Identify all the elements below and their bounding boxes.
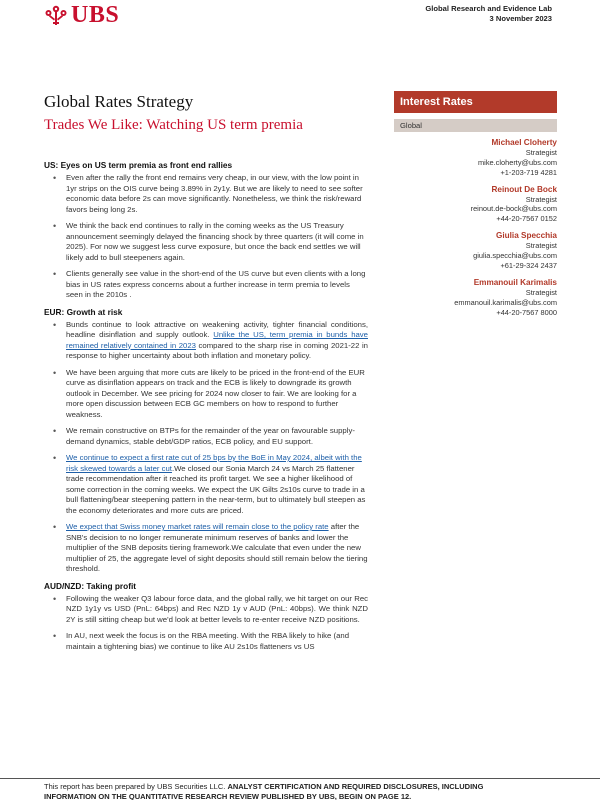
bullet-text-tail: .We closed our Sonia March 24 vs March 25 flattener trade recommendation after it reached its profit target. We see a higher likelihood of some correction in the coming weeks. We expect the UK Gilts 2s10s curve to trade in a bull flattening/bear steepening pattern in the near-term, but to ultimately bull steepen as the economy deteriorates and more cuts are priced. [66,463,366,515]
disclosure-footer [0,778,600,800]
bullet-text-tail: compared to the sharp rise in coming 2021-22 in response to higher uncertainty about both inflation and monetary policy. [66,340,368,360]
author-card [394,138,557,178]
bullet-item: • We remain constructive on BTPs for the remainder of the year on favourable supply-demand dynamics, stable debt/GDP ratios, ECB policy, and EU support. [44,426,368,447]
section-heading-eur: EUR: Growth at risk [44,306,123,317]
author-role: Strategist [525,147,557,157]
bullet-list-eur [44,320,368,575]
report-subtitle: Trades We Like: Watching US term premia [44,117,303,133]
bullet-item [44,522,368,575]
author-phone: +44-20-7567 8000 [496,307,557,317]
author-phone: +61-29-324 2437 [500,260,557,270]
author-role: Strategist [525,241,557,251]
report-date: 3 November 2023 [489,14,552,23]
author-phone: +1-203-719 4281 [500,167,557,177]
term-premia-link[interactable]: Unlike the US, term premia in bunds have remained relatively contained in 2023 [66,330,368,350]
ubs-keys-icon [44,5,68,27]
footer-prefix: This report has been prepared by UBS Securities LLC. [44,782,228,791]
bullet-item [44,453,368,516]
author-list [394,138,557,318]
footer-certification: ANALYST CERTIFICATION AND REQUIRED DISCLOSURES, INCLUDING [227,782,484,791]
bullet-item: • Even after the rally the front end remains very cheap, in our view, with the low point in 1yr strips on the OIS curve being 3.89% in 2y1y. But we are likely to need to see softer economic data before 2s can move significantly. Nonetheless, we think the risk/reward favors being long 2s. [44,173,368,215]
main-content [44,160,368,658]
bullet-text-tail: after the SNB's decision to no longer remunerate minimum reserves of banks and lower the multiplier of the SNB deposits tiering framework.We calculate that even under the new multiplier of 25, the aggregate level of sight deposits should still remain below the tiering threshold. [66,522,368,573]
author-email[interactable]: reinout.de-bock@ubs.com [470,204,557,214]
footer-review-info: INFORMATION ON THE QUANTITATIVE RESEARCH REVIEW PUBLISHED BY UBS, BEGIN ON PAGE 12. [44,792,412,800]
author-name: Giulia Specchia [496,231,557,241]
author-role: Strategist [525,194,557,204]
author-card [394,278,557,318]
author-role: Strategist [525,287,557,297]
bullet-item: • In AU, next week the focus is on the RBA meeting. With the RBA likely to hike (and maintain a tightening bias) we continue to like AU 2s10s flatteners vs US [44,631,368,652]
section-heading-us: US: Eyes on US term premia as front end rallies [44,160,233,170]
report-title: Global Rates Strategy [44,92,194,111]
region-tag: Global [394,119,557,132]
author-email[interactable]: emmanouil.karimalis@ubs.com [454,297,557,307]
research-unit: Global Research and Evidence Lab [425,4,552,13]
category-banner: Interest Rates [394,91,557,113]
author-name: Emmanouil Karimalis [473,277,557,287]
bullet-list-aud-nzd [44,594,368,653]
bullet-item [44,320,368,362]
bullet-item: • We have been arguing that more cuts are likely to be priced in the front-end of the EUR curve as disinflation appears on track and the ECB is likely to downgrade its growth outlook in December. We see pricing for 2024 now closer to fair. We are looking for a more open discussion between ECB GC members on how to respond to further weakness. [44,368,368,421]
author-email[interactable]: giulia.specchia@ubs.com [473,251,557,261]
author-name: Michael Cloherty [491,138,557,147]
author-name: Reinout De Bock [491,184,557,194]
author-card [394,231,557,271]
bullet-item: • We think the back end continues to rally in the coming weeks as the US Treasury announcement seemingly delayed the financing shock by three quarters (it will come in 2025). For now we suggest less curve exposure, but once the back end settles we will likely add to bull steepeners again. [44,221,368,263]
boe-rate-cut-link[interactable]: We continue to expect a first rate cut of 25 bps by the BoE in May 2024, albeit with the risk skewed towards a later cut [66,453,362,473]
bullet-text: Bunds continue to look attractive on weakening activity, tighter financial conditions, headline disinflation and supply outlook. [66,319,368,339]
sidebar [394,91,557,325]
ubs-wordmark: UBS [71,2,120,28]
bullet-list-us [44,173,368,301]
bullet-item: • Following the weaker Q3 labour force data, and the global rally, we hit target on our Rec NZD 1y1y vs USD (PnL: 64bps) and Rec NZD 1y v AUD (PnL: 40bps). We think NZD 2Y is still sitting cheap but we'd look at better levels to re-enter receive NZD positions. [44,594,368,626]
bullet-item: • Clients generally see value in the short-end of the US curve but even clients with a long bias in US rates express concerns about a further increase in term premia to levels seen in the 2010s . [44,269,368,301]
ubs-logo[interactable] [44,2,119,29]
section-heading-aud-nzd: AUD/NZD: Taking profit [44,580,137,591]
author-card [394,185,557,225]
author-phone: +44-20-7567 0152 [496,214,557,224]
report-header [425,4,552,24]
swiss-money-market-link[interactable]: We expect that Swiss money market rates will remain close to the policy rate [66,522,329,531]
author-email[interactable]: mike.cloherty@ubs.com [478,157,557,167]
